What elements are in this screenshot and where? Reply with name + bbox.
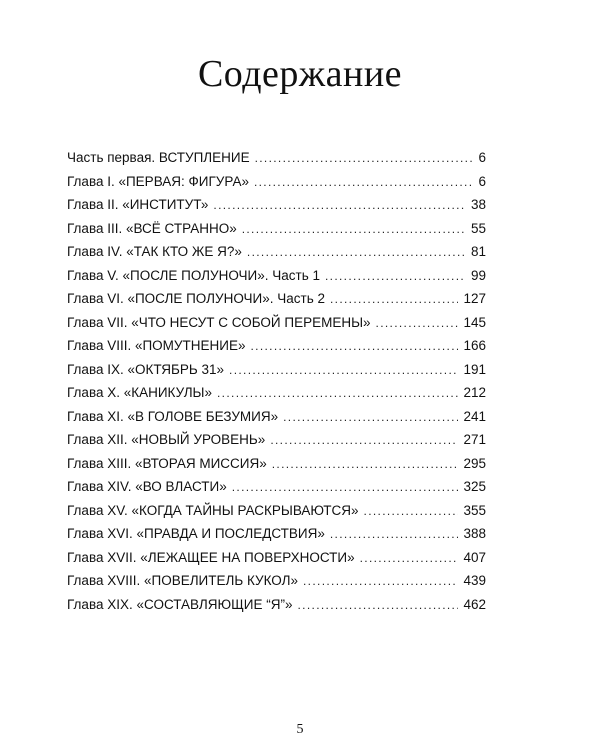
toc-entry-page: 388 xyxy=(463,526,486,541)
toc-entry-title: Глава I. «ПЕРВАЯ: ФИГУРА» xyxy=(67,173,249,189)
dot-leader xyxy=(330,288,458,312)
toc-entry[interactable] xyxy=(67,475,486,499)
toc-entry[interactable] xyxy=(67,217,486,241)
toc-entry[interactable] xyxy=(67,499,486,523)
toc-entry[interactable] xyxy=(67,546,486,570)
dot-leader xyxy=(298,594,459,618)
toc-entry-title: Глава VII. «ЧТО НЕСУТ С СОБОЙ ПЕРЕМЕНЫ» xyxy=(67,314,371,330)
toc-entry-title: Глава IX. «ОКТЯБРЬ 31» xyxy=(67,361,225,377)
toc-entry-title: Глава II. «ИНСТИТУТ» xyxy=(67,197,209,212)
toc-entry-page: 6 xyxy=(478,150,486,165)
toc-entry[interactable] xyxy=(67,428,486,452)
toc-entry-page: 191 xyxy=(463,361,486,377)
toc-entry[interactable] xyxy=(67,240,486,264)
toc-entry-page: 6 xyxy=(478,173,486,189)
dot-leader xyxy=(232,476,459,500)
toc-entry-page: 241 xyxy=(463,408,486,424)
toc-entry[interactable] xyxy=(67,193,486,217)
toc-entry-page: 55 xyxy=(470,220,486,236)
toc-entry[interactable] xyxy=(67,334,486,358)
dot-leader xyxy=(325,265,466,289)
toc-entry-title: Глава III. «ВСЁ СТРАННО» xyxy=(67,220,237,236)
toc-entry[interactable] xyxy=(67,569,486,593)
dot-leader xyxy=(364,500,459,524)
toc-entry-page: 407 xyxy=(463,549,486,565)
toc-entry-page: 295 xyxy=(463,455,486,471)
dot-leader xyxy=(229,359,458,383)
page-title: Содержание xyxy=(197,53,403,95)
toc-entry[interactable] xyxy=(67,146,486,170)
toc-entry[interactable] xyxy=(67,452,486,476)
dot-leader xyxy=(376,312,459,336)
toc-entry-title: Глава IV. «ТАК КТО ЖЕ Я?» xyxy=(67,244,242,259)
toc-entry-title: Глава XIII. «ВТОРАЯ МИССИЯ» xyxy=(67,455,267,471)
toc-entry[interactable] xyxy=(67,358,486,382)
dot-leader xyxy=(242,218,466,242)
toc-entry[interactable] xyxy=(67,522,486,546)
toc-entry-page: 127 xyxy=(463,291,486,306)
toc-entry-title: Глава XVIII. «ПОВЕЛИТЕЛЬ КУКОЛ» xyxy=(67,573,299,588)
toc-entry-title: Глава VIII. «ПОМУТНЕНИЕ» xyxy=(67,338,246,353)
dot-leader xyxy=(283,406,458,430)
dot-leader xyxy=(303,570,458,594)
dot-leader xyxy=(213,194,466,218)
dot-leader xyxy=(360,547,459,571)
toc-entry-page: 355 xyxy=(463,502,486,518)
dot-leader xyxy=(272,453,459,477)
table-of-contents xyxy=(67,146,486,616)
dot-leader xyxy=(330,523,459,547)
toc-entry-page: 439 xyxy=(463,573,486,588)
toc-entry[interactable] xyxy=(67,593,486,617)
toc-entry-title: Глава XI. «В ГОЛОВЕ БЕЗУМИЯ» xyxy=(67,408,279,424)
dot-leader xyxy=(250,335,458,359)
toc-entry-page: 212 xyxy=(463,385,486,400)
toc-entry-page: 99 xyxy=(470,267,486,283)
toc-entry-title: Глава XIV. «ВО ВЛАСТИ» xyxy=(67,479,227,494)
toc-entry-title: Глава XVII. «ЛЕЖАЩЕЕ НА ПОВЕРХНОСТИ» xyxy=(67,549,355,565)
toc-entry[interactable] xyxy=(67,287,486,311)
toc-entry-page: 325 xyxy=(463,479,486,494)
toc-entry[interactable] xyxy=(67,405,486,429)
dot-leader xyxy=(254,171,474,195)
toc-entry[interactable] xyxy=(67,381,486,405)
dot-leader xyxy=(217,382,458,406)
dot-leader xyxy=(255,147,474,171)
toc-entry-title: Глава VI. «ПОСЛЕ ПОЛУНОЧИ». Часть 2 xyxy=(67,291,325,306)
toc-entry-page: 145 xyxy=(463,314,486,330)
dot-leader xyxy=(247,241,466,265)
dot-leader xyxy=(270,429,458,453)
toc-entry-title: Глава V. «ПОСЛЕ ПОЛУНОЧИ». Часть 1 xyxy=(67,267,320,283)
toc-entry-page: 462 xyxy=(463,596,486,612)
toc-entry-title: Глава XVI. «ПРАВДА И ПОСЛЕДСТВИЯ» xyxy=(67,526,325,541)
toc-entry-title: Глава XII. «НОВЫЙ УРОВЕНЬ» xyxy=(67,432,266,447)
toc-entry-page: 271 xyxy=(463,432,486,447)
page-number: 5 xyxy=(296,722,304,737)
toc-entry-title: Часть первая. ВСТУПЛЕНИЕ xyxy=(67,150,250,165)
toc-entry[interactable] xyxy=(67,264,486,288)
toc-entry[interactable] xyxy=(67,170,486,194)
toc-entry-page: 81 xyxy=(470,244,486,259)
toc-entry-page: 166 xyxy=(463,338,486,353)
toc-entry-title: Глава XIX. «СОСТАВЛЯЮЩИЕ “Я”» xyxy=(67,596,293,612)
toc-entry-page: 38 xyxy=(470,197,486,212)
toc-entry[interactable] xyxy=(67,311,486,335)
toc-entry-title: Глава X. «КАНИКУЛЫ» xyxy=(67,385,213,400)
toc-entry-title: Глава XV. «КОГДА ТАЙНЫ РАСКРЫВАЮТСЯ» xyxy=(67,502,359,518)
